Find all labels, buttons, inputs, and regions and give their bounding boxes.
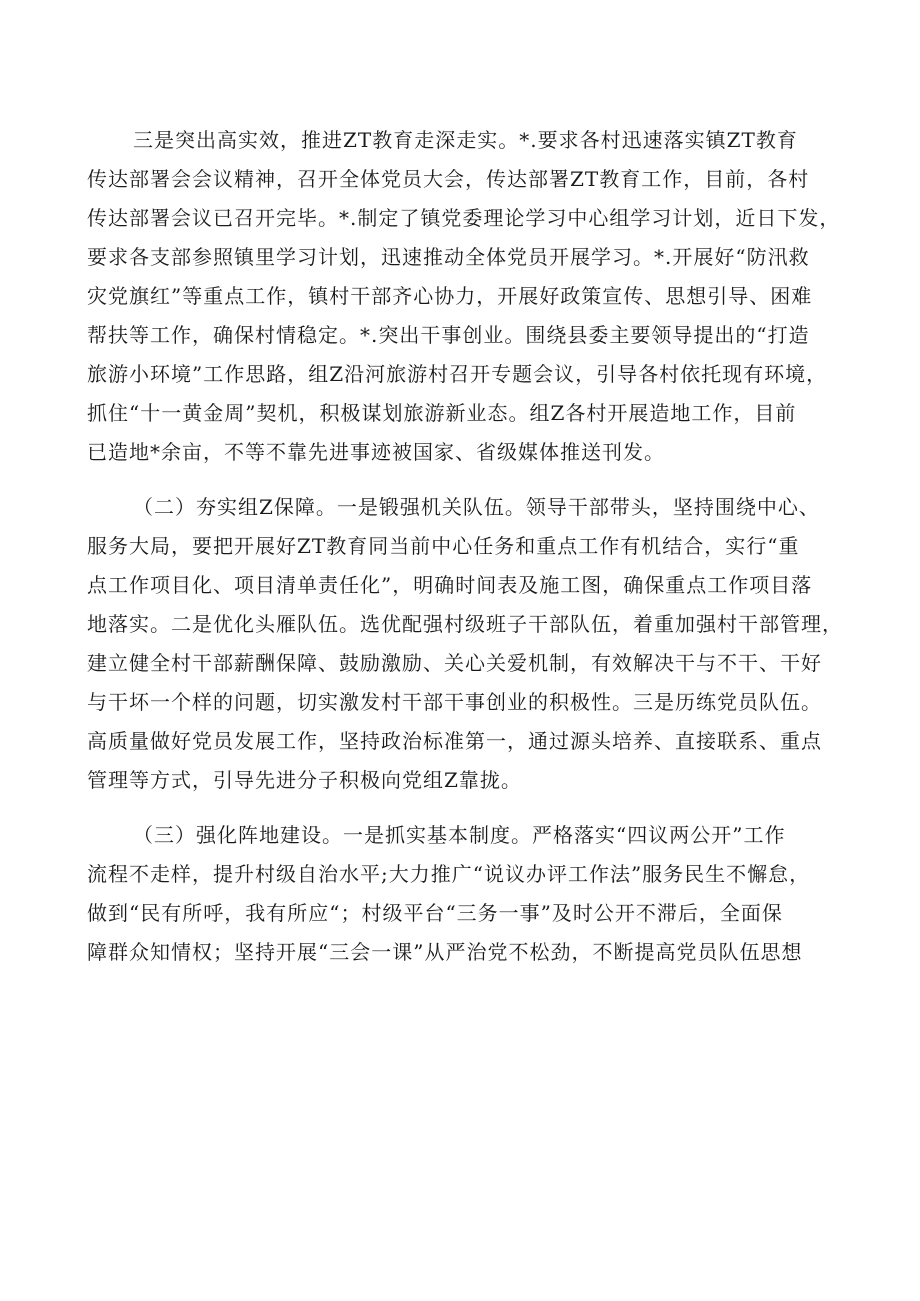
paragraph-organization-guarantee [87, 488, 853, 800]
text-line: 障群众知情权；坚持开展“三会一课”从严治党不松劲，不断提高党员队伍思想 [87, 940, 803, 964]
text-line: 抓住“十一黄金周”契机，积极谋划旅游新业态。组Z各村开展造地工作，目前 [87, 401, 797, 425]
paragraph-spacer [87, 800, 853, 816]
text-line: 三是突出高实效，推进ZT教育走深走实。*.要求各村迅速落实镇ZT教育 [133, 128, 798, 152]
document-body [87, 121, 853, 972]
paragraph-position-building [87, 816, 853, 972]
text-line: 与干坏一个样的问题，切实激发村干部干事创业的积极性。三是历练党员队伍。 [87, 690, 822, 714]
text-line: 帮扶等工作，确保村情稳定。*.突出干事创业。围绕县委主要领导提出的“打造 [87, 323, 810, 347]
text-line: 已造地*余亩，不等不靠先进事迹被国家、省级媒体推送刊发。 [87, 440, 665, 464]
text-line: 要求各支部参照镇里学习计划，迅速推动全体党员开展学习。*.开展好“防汛救 [87, 245, 810, 269]
text-line: （三）强化阵地建设。一是抓实基本制度。严格落实“四议两公开”工作 [133, 823, 786, 847]
text-line: 传达部署会议已召开完毕。*.制定了镇党委理论学习中心组学习计划，近日下发， [87, 206, 841, 230]
text-line: 灾党旗红”等重点工作，镇村干部齐心协力，开展好政策宣传、思想引导、困难 [87, 284, 813, 308]
text-line: 旅游小环境”工作思路，组Z沿河旅游村召开专题会议，引导各村依托现有环境， [87, 362, 828, 386]
text-line: 传达部署会会议精神，召开全体党员大会，传达部署ZT教育工作，目前，各村 [87, 167, 810, 191]
text-line: 管理等方式，引导先进分子积极向党组Z靠拢。 [87, 768, 522, 792]
paragraph-spacer [87, 472, 853, 488]
text-line: 高质量做好党员发展工作，坚持政治标准第一，通过源头培养、直接联系、重点 [87, 729, 822, 753]
text-line: 地落实。二是优化头雁队伍。选优配强村级班子干部队伍，着重加强村干部管理， [87, 612, 843, 636]
text-line: 建立健全村干部薪酬保障、鼓励激励、关心关爱机制，有效解决干与不干、干好 [87, 651, 822, 675]
text-line: 点工作项目化、项目清单责任化”，明确时间表及施工图，确保重点工作项目落 [87, 573, 813, 597]
text-line: 做到“民有所呼，我有所应“；村级平台“三务一事”及时公开不滞后，全面保 [87, 901, 783, 925]
text-line: 流程不走样，提升村级自治水平;大力推广“说议办评工作法”服务民生不懈怠， [87, 862, 811, 886]
text-line: 服务大局，要把开展好ZT教育同当前中心任务和重点工作有机结合，实行“重 [87, 534, 800, 558]
text-line: （二）夯实组Z保障。一是锻强机关队伍。领导干部带头，坚持围绕中心、 [133, 495, 820, 519]
paragraph-achievements [87, 121, 853, 472]
